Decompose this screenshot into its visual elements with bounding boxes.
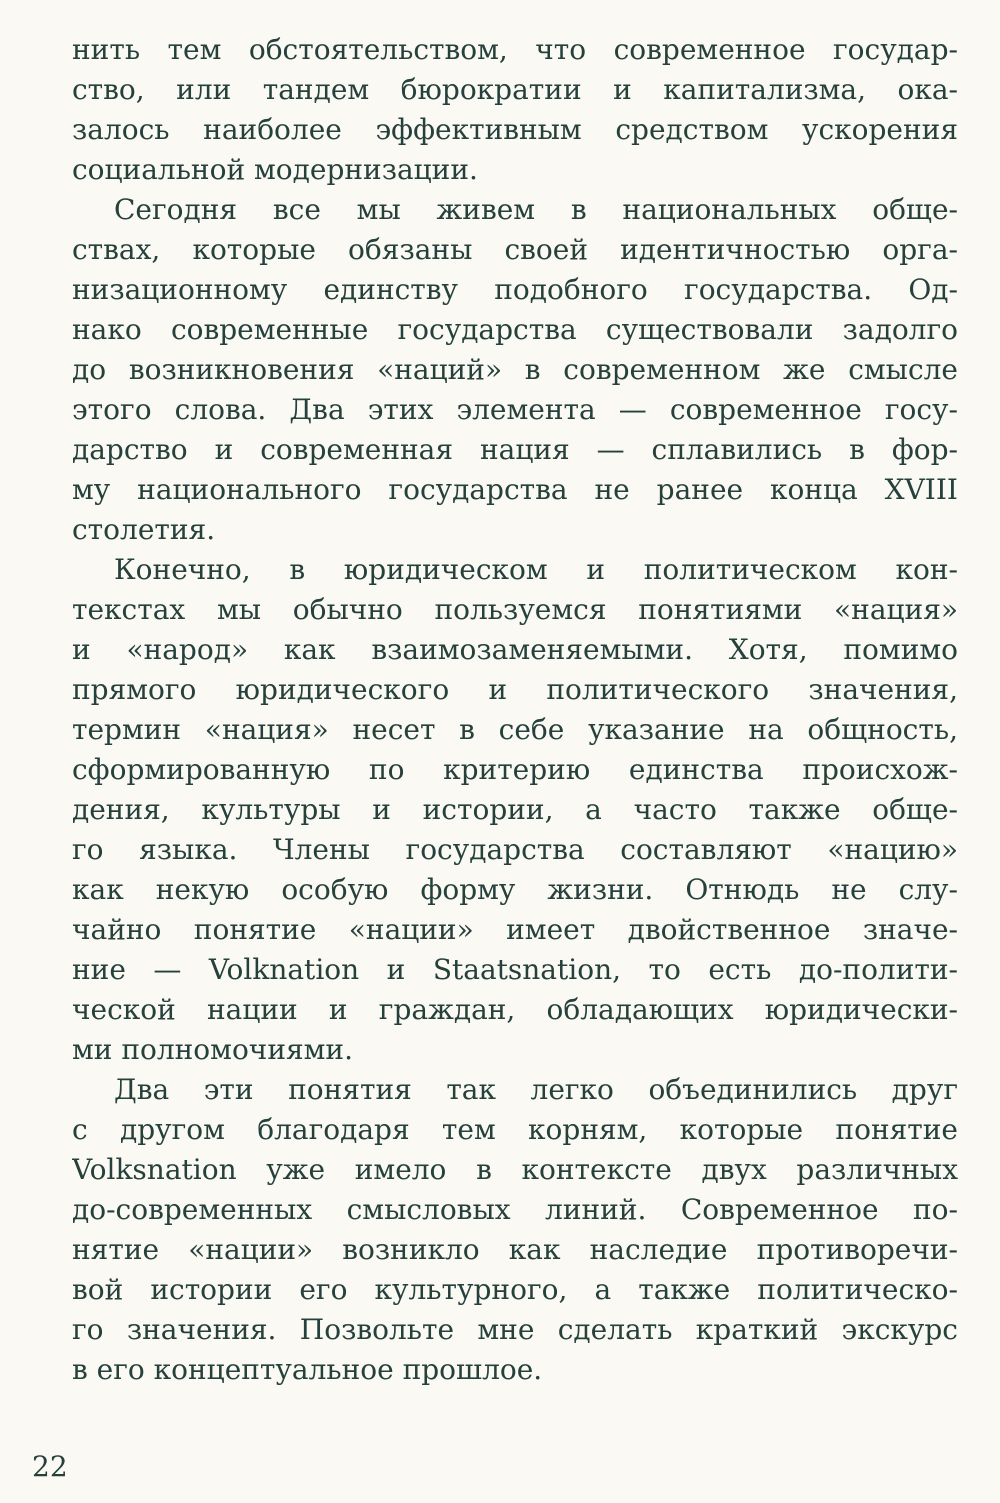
text-line: го значения. Позвольте мне сделать краткий экскурс — [72, 1313, 958, 1346]
text-line: нако современные государства существовали задолго — [72, 313, 958, 346]
text-line: ми полномочиями. — [72, 1033, 353, 1066]
text-line: ческой нации и граждан, обладающих юридически- — [72, 993, 958, 1026]
text-line: вой истории его культурного, а также политическо- — [72, 1273, 958, 1306]
text-line: до-современных смысловых линий. Современное по- — [72, 1193, 958, 1226]
text-line: го языка. Члены государства составляют «нацию» — [72, 833, 958, 866]
text-line: и «народ» как взаимозаменяемыми. Хотя, помимо — [72, 633, 958, 666]
text-line: Volksnation уже имело в контексте двух различных — [72, 1153, 958, 1186]
text-line: ство, или тандем бюрократии и капитализма, ока- — [72, 73, 958, 106]
text-line: столетия. — [72, 513, 216, 546]
text-line: му национального государства не ранее конца XVIII — [72, 473, 958, 506]
text-line: с другом благодаря тем корням, которые понятие — [72, 1113, 958, 1146]
text-line: текстах мы обычно пользуемся понятиями «нация» — [72, 593, 958, 626]
text-line: как некую особую форму жизни. Отнюдь не слу- — [72, 873, 958, 906]
text-line: ние — Volknation и Staatsnation, то есть до-полити- — [72, 953, 958, 986]
text-line: дарство и современная нация — сплавились в фор- — [72, 433, 958, 466]
text-line: нить тем обстоятельством, что современное государ- — [72, 33, 958, 66]
text-line: Два эти понятия так легко объединились друг — [114, 1073, 958, 1106]
text-line: дения, культуры и истории, а часто также обще- — [72, 793, 958, 826]
body-text — [72, 30, 958, 1390]
text-line: в его концептуальное прошлое. — [72, 1353, 543, 1386]
text-line: залось наиболее эффективным средством ускорения — [72, 113, 958, 146]
text-line: социальной модернизации. — [72, 153, 478, 186]
text-line: нятие «нации» возникло как наследие противоречи- — [72, 1233, 958, 1266]
text-line: чайно понятие «нации» имеет двойственное значе- — [72, 913, 958, 946]
text-line: до возникновения «наций» в современном же смысле — [72, 353, 958, 386]
page-number: 22 — [32, 1450, 68, 1483]
text-line: Конечно, в юридическом и политическом кон- — [114, 553, 958, 586]
text-line: ствах, которые обязаны своей идентичностью орга- — [72, 233, 958, 266]
text-line: низационному единству подобного государства. Од- — [72, 273, 958, 306]
text-line: сформированную по критерию единства происхож- — [72, 753, 958, 786]
text-line: термин «нация» несет в себе указание на общность, — [72, 713, 958, 746]
text-line: прямого юридического и политического значения, — [72, 673, 958, 706]
text-line: этого слова. Два этих элемента — современное госу- — [72, 393, 958, 426]
text-line: Сегодня все мы живем в национальных обще- — [114, 193, 958, 226]
